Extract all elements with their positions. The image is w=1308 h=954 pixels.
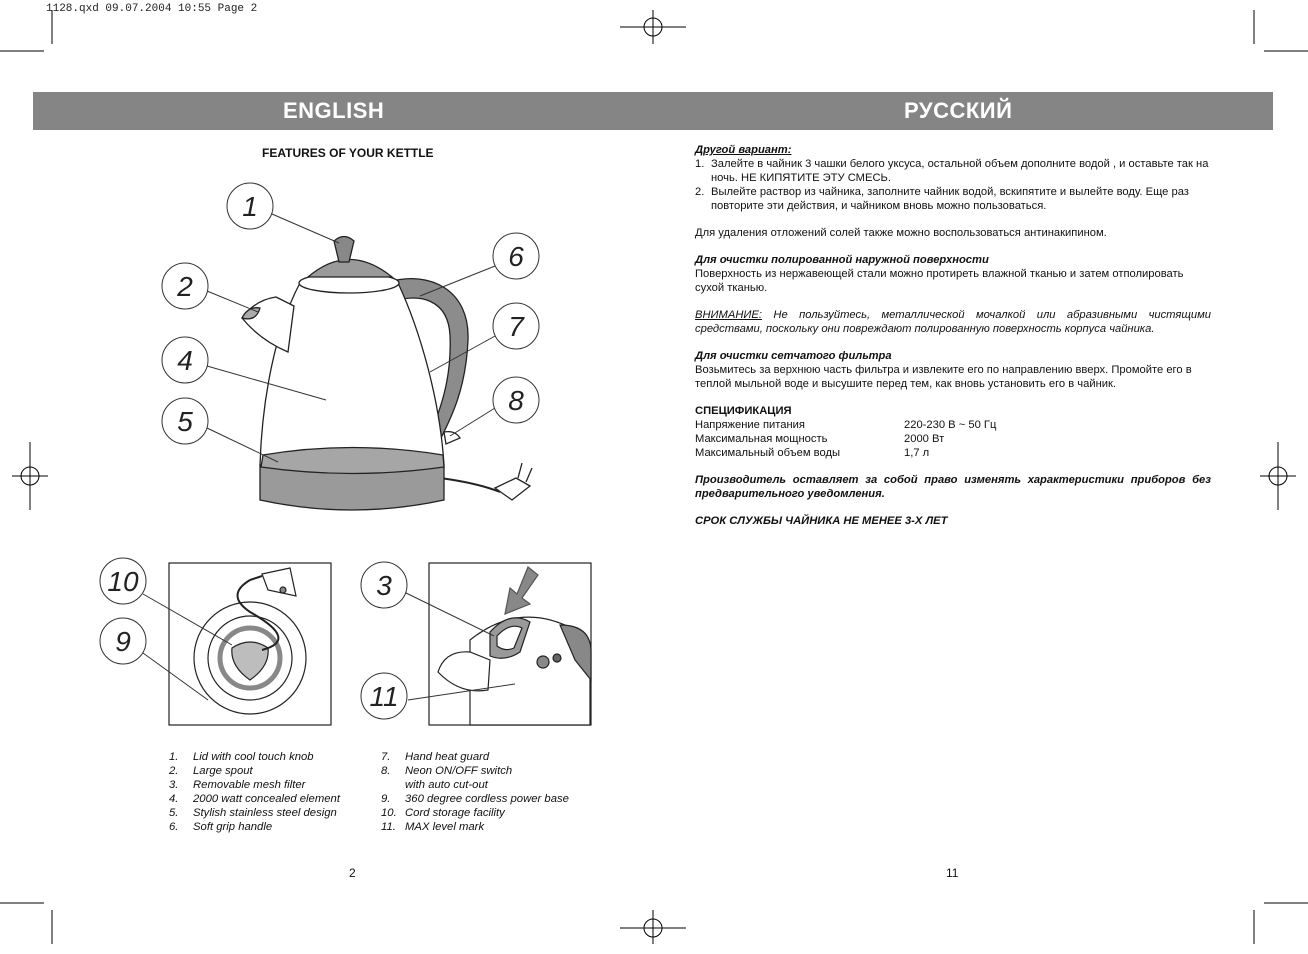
list-item: 7. Hand heat guard [381,751,490,763]
print-slug: 1128.qxd 09.07.2004 10:55 Page 2 [46,3,258,15]
polish-text: Поверхность из нержавеющей стали можно протиреть влажной тканью и затем отполировать сухой тканью. [695,268,1184,294]
features-list-right [381,750,601,834]
list-item: with auto cut-out [405,779,488,791]
list-item: 5. Stylish stainless steel design [169,807,337,819]
filter-detail-figure [429,563,591,725]
callout-label-5: 5 [177,406,193,437]
filter-text: Возьмитесь за верхнюю часть фильтра и извлеките его по направлению вверх. Промойте его в теплой мыльной воде и высушите перед тем, как вновь установить его в чайник. [695,364,1192,390]
warning-paragraph [695,308,1211,336]
callout-label-1: 1 [242,191,258,222]
list-item: 8. Neon ON/OFF switch [381,765,513,777]
callout-label-10: 10 [107,566,139,597]
callout-label-4: 4 [177,345,193,376]
english-heading: ENGLISH [283,98,385,123]
callout-label-7: 7 [508,311,524,342]
spec-heading: СПЕЦИФИКАЦИЯ [695,405,792,417]
callout-label-2: 2 [177,271,193,302]
spec-row: Напряжение питания 220-230 В ~ 50 Гц [695,419,997,431]
list-item: 9. 360 degree cordless power base [381,793,569,805]
spec-row: Максимальный объем воды 1,7 л [695,447,930,459]
list-item: 1. Lid with cool touch knob [169,751,314,763]
list-item: 3. Removable mesh filter [169,779,306,791]
list-item: 2. Вылейте раствор из чайника, заполните чайник водой, вскипятите и вылейте воду. Еще раз повторите эти действия, и чайником вновь можно пользоваться. [695,186,1189,212]
page-number-left: 2 [349,866,356,880]
list-item: 6. Soft grip handle [169,821,273,833]
features-title: FEATURES OF YOUR KETTLE [262,146,434,160]
service-life-note: СРОК СЛУЖБЫ ЧАЙНИКА НЕ МЕНЕЕ 3-Х ЛЕТ [695,515,948,527]
features-list-left [169,750,369,834]
list-item: 11. MAX level mark [381,821,485,833]
filter-heading: Для очистки сетчатого фильтра [695,350,892,362]
russian-heading: РУССКИЙ [904,98,1013,123]
warning-text: Не пользуйтесь, металлической мочалкой или абразивными чистящими средствами, поскольку они повреждают полированную поверхность корпуса чайника. [695,309,1211,335]
callout-label-11: 11 [369,681,399,712]
kettle-drawing [242,237,532,511]
list-item: 1. Залейте в чайник 3 чашки белого уксуса, остальной объем дополните водой , и оставьте так на ночь. НЕ КИПЯТИТЕ ЭТУ СМЕСЬ. [695,158,1209,184]
page-number-right: 11 [946,866,959,880]
callout-label-3: 3 [376,570,392,601]
list-item: 4. 2000 watt concealed element [169,793,340,805]
warning-label: ВНИМАНИЕ: [695,309,762,321]
list-item: 2. Large spout [169,765,253,777]
polish-heading: Для очистки полированной наружной поверхности [695,254,989,266]
antiscale-note: Для удаления отложений солей также можно воспользоваться антинакипином. [695,227,1107,239]
plug-icon [495,463,532,500]
spec-row: Максимальная мощность 2000 Вт [695,433,945,445]
list-item: 10. Cord storage facility [381,807,505,819]
alt-method-heading: Другой вариант: [695,144,792,156]
manufacturer-note: Производитель оставляет за собой право изменять характеристики приборов без предварительного уведомления. [695,474,1211,500]
callout-label-8: 8 [508,385,524,416]
base-detail-figure [169,563,331,725]
callout-label-6: 6 [508,241,524,272]
callout-label-9: 9 [115,626,131,657]
russian-column [695,143,1211,528]
